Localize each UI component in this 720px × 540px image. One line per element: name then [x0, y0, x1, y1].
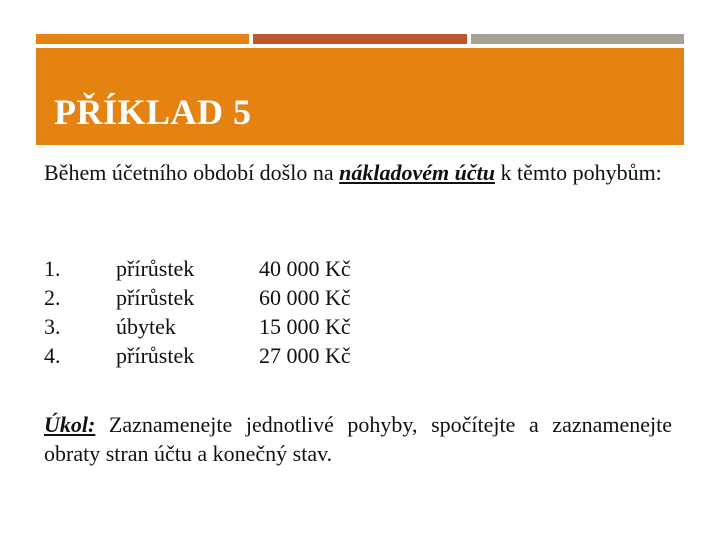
item-amount: 27 000 Kč — [259, 343, 351, 368]
item-type: přírůstek — [116, 285, 195, 310]
top-bar-orange — [36, 34, 249, 44]
item-number: 1. — [44, 256, 61, 281]
intro-text — [44, 158, 674, 187]
item-type: přírůstek — [116, 343, 195, 368]
item-amount: 60 000 Kč — [259, 285, 351, 310]
top-bar-gray — [471, 34, 684, 44]
item-amount: 40 000 Kč — [259, 256, 351, 281]
item-amount: 15 000 Kč — [259, 314, 351, 339]
title-band — [36, 48, 684, 145]
intro-text-before: Během účetního období došlo na — [44, 160, 340, 185]
item-number: 3. — [44, 314, 61, 339]
task-paragraph — [44, 410, 672, 468]
task-text: Zaznamenejte jednotlivé pohyby, spočítejte a zaznamenejte obraty stran účtu a konečný stav. — [44, 412, 672, 466]
slide-title: PŘÍKLAD 5 — [54, 92, 252, 132]
item-type: přírůstek — [116, 256, 195, 281]
intro-text-after: k těmto pohybům: — [494, 160, 662, 185]
top-bar-rust — [253, 34, 467, 44]
task-label: Úkol: — [44, 412, 96, 437]
intro-emphasis: nákladovém účtu — [339, 160, 495, 185]
slide-body — [44, 158, 674, 187]
item-number: 4. — [44, 343, 61, 368]
item-number: 2. — [44, 285, 61, 310]
item-type: úbytek — [116, 314, 176, 339]
decorative-top-bars — [36, 34, 684, 44]
